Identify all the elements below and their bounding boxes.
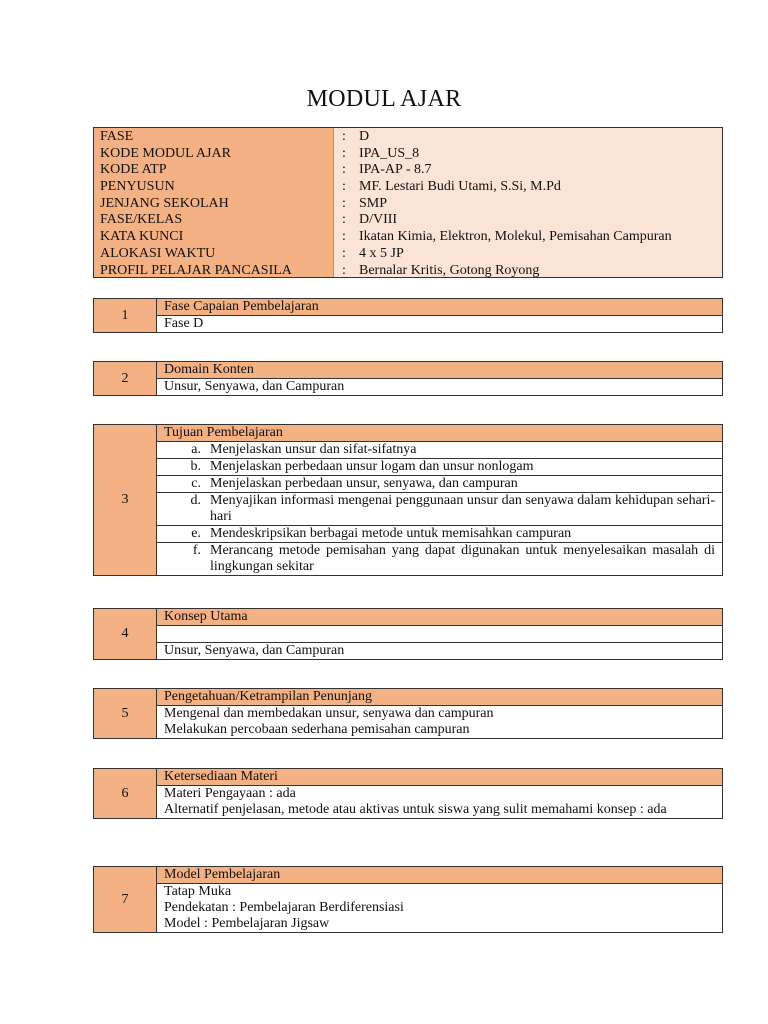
identity-value-alokasi: 4 x 5 JP	[359, 245, 404, 261]
colon: :	[342, 262, 346, 278]
identity-label-fase-kelas: FASE/KELAS	[100, 212, 183, 228]
section-pengetahuan	[93, 688, 723, 739]
section-heading: Pengetahuan/Ketrampilan Penunjang	[157, 689, 722, 706]
identity-label-kode-atp: KODE ATP	[100, 162, 167, 178]
identity-value-jenjang: SMP	[359, 195, 388, 211]
list-item: f. Merancang metode pemisahan yang dapat digunakan untuk menyelesaikan masalah di lingkungan sekitar	[192, 543, 715, 574]
section-line: Melakukan percobaan sederhana pemisahan campuran	[164, 722, 470, 737]
section-heading: Konsep Utama	[157, 609, 722, 626]
section-line: Alternatif penjelasan, metode atau aktivas untuk siswa yang sulit memahami konsep : ada	[164, 802, 667, 817]
identity-value-penyusun: MF. Lestari Budi Utami, S.Si, M.Pd	[359, 179, 561, 195]
identity-label-jenjang: JENJANG SEKOLAH	[100, 195, 229, 211]
section-number: 6	[94, 769, 157, 818]
section-heading: Ketersediaan Materi	[157, 769, 722, 786]
section-number: 5	[94, 689, 157, 738]
section-number: 1	[94, 299, 157, 332]
identity-label-fase: FASE	[100, 129, 134, 144]
identity-label-kode-modul: KODE MODUL AJAR	[100, 145, 231, 161]
section-konsep-utama	[93, 608, 723, 660]
identity-label-profil: PROFIL PELAJAR PANCASILA	[100, 262, 292, 278]
identity-value-kata-kunci: Ikatan Kimia, Elektron, Molekul, Pemisahan Campuran	[359, 229, 672, 245]
identity-label-alokasi: ALOKASI WAKTU	[100, 245, 216, 261]
identity-label-penyusun: PENYUSUN	[100, 179, 175, 195]
colon: :	[342, 145, 346, 161]
section-line: Unsur, Senyawa, dan Campuran	[164, 643, 345, 658]
colon: :	[342, 229, 346, 245]
list-item: c. Menjelaskan perbedaan unsur, senyawa, dan campuran	[157, 476, 722, 493]
list-item: b. Menjelaskan perbedaan unsur logam dan unsur nonlogam	[157, 459, 722, 476]
section-number: 2	[94, 362, 157, 395]
section-number: 4	[94, 609, 157, 659]
section-capaian	[93, 298, 723, 333]
section-heading: Tujuan Pembelajaran	[157, 425, 722, 442]
identity-value-fase-kelas: D/VIII	[359, 212, 398, 228]
colon: :	[342, 195, 346, 211]
section-domain-konten	[93, 361, 723, 396]
empty-row	[157, 626, 722, 643]
section-line: Fase D	[164, 316, 204, 331]
colon: :	[342, 162, 346, 178]
identity-value-profil: Bernalar Kritis, Gotong Royong	[359, 262, 540, 278]
identity-table	[93, 127, 723, 278]
section-tujuan	[93, 424, 723, 576]
colon: :	[342, 245, 346, 261]
identity-labels	[94, 128, 333, 277]
list-item: e. Mendeskripsikan berbagai metode untuk memisahkan campuran	[157, 526, 722, 543]
section-model	[93, 866, 723, 933]
section-heading: Model Pembelajaran	[157, 867, 722, 884]
section-line: Mengenal dan membedakan unsur, senyawa dan campuran	[164, 706, 494, 721]
colon: :	[342, 129, 346, 144]
identity-label-kata-kunci: KATA KUNCI	[100, 229, 184, 245]
colon: :	[342, 212, 346, 228]
identity-values	[333, 128, 722, 277]
section-ketersediaan	[93, 768, 723, 819]
section-heading: Domain Konten	[157, 362, 722, 379]
list-item: d. Menyajikan informasi mengenai penggunaan unsur dan senyawa dalam kehidupan sehari-hari	[157, 493, 722, 526]
section-number: 7	[94, 867, 157, 932]
section-heading: Fase Capaian Pembelajaran	[157, 299, 722, 316]
section-line: Model : Pembelajaran Jigsaw	[164, 916, 330, 931]
section-line: Materi Pengayaan : ada	[164, 786, 296, 801]
identity-value-kode-modul: IPA_US_8	[359, 145, 420, 161]
section-line: Unsur, Senyawa, dan Campuran	[164, 379, 345, 394]
section-line: Pendekatan : Pembelajaran Berdiferensiasi	[164, 900, 404, 915]
section-line: Tatap Muka	[164, 884, 232, 899]
list-item: a. Menjelaskan unsur dan sifat-sifatnya	[157, 442, 722, 459]
section-number: 3	[94, 425, 157, 575]
colon: :	[342, 179, 346, 195]
document-title: MODUL AJAR	[306, 86, 462, 112]
identity-value-kode-atp: IPA-AP - 8.7	[359, 162, 432, 178]
identity-value-fase: D	[359, 129, 370, 144]
